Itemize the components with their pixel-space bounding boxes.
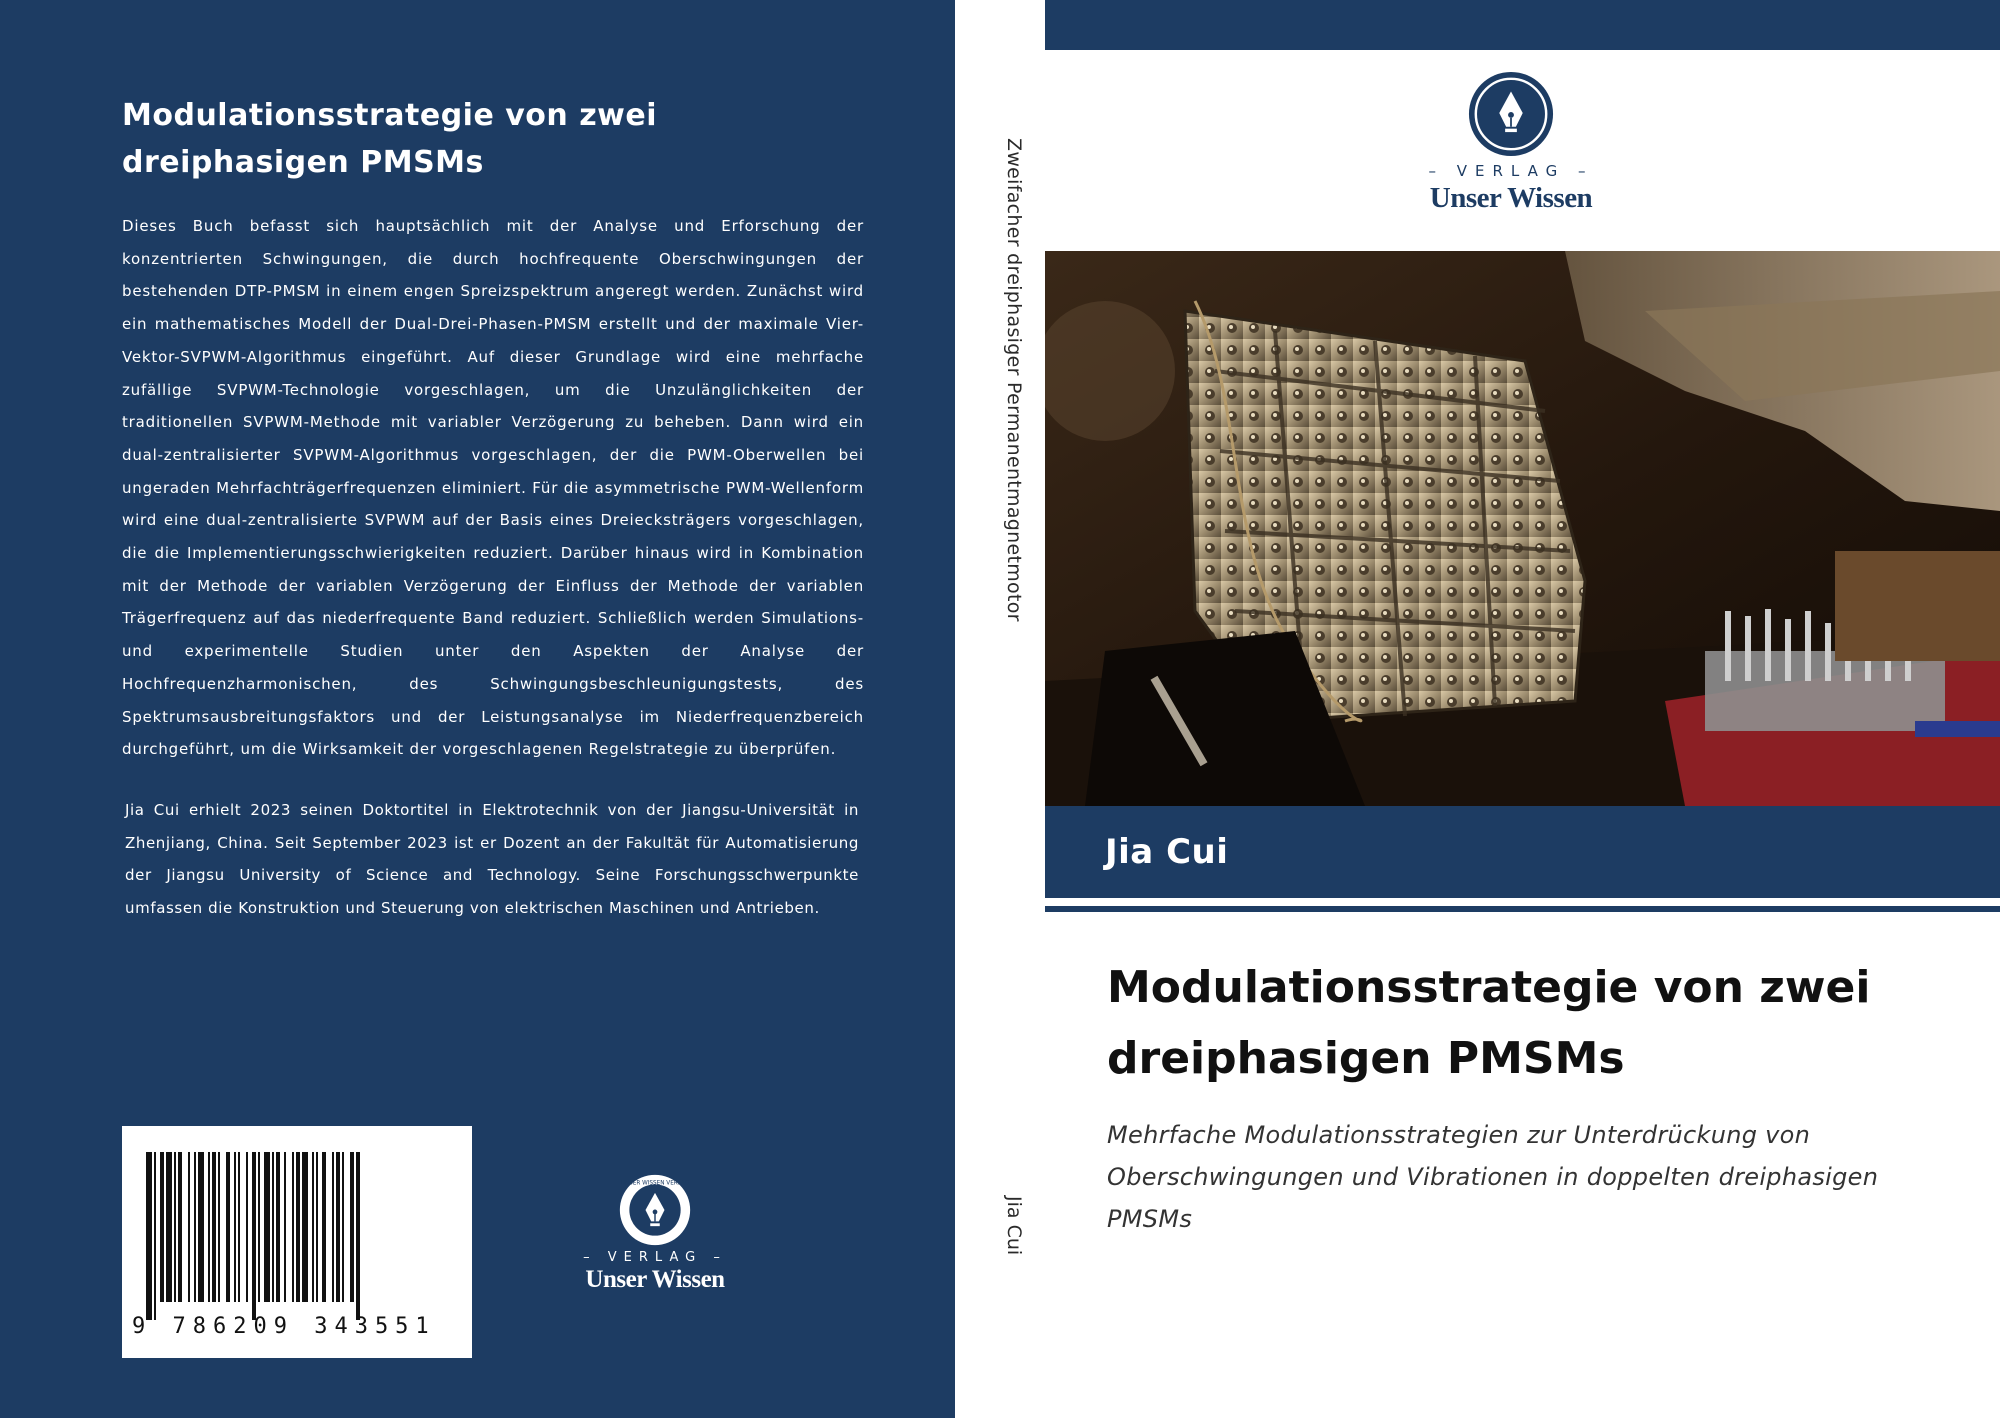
barcode-bar [146, 1152, 152, 1320]
barcode-bar [336, 1152, 340, 1302]
front-cover-subtitle: Mehrfache Modulationsstrategien zur Unterdrückung von Oberschwingungen und Vibrationen in doppelten dreiphasigen PMSMs [1107, 1121, 1879, 1233]
author-bio: Jia Cui erhielt 2023 seinen Doktortitel in Elektrotechnik von der Jiangsu-Universität in Zhenjiang, China. Seit September 2023 ist er Dozent an der Fakultät für Automatisierung der Jiangsu University of Science and Technology. Seine Forschungsschwerpunkte umfassen die Konstruktion und Steuerung von elektrischen Maschinen und Antrieben. [125, 801, 859, 918]
emblem-ring-text: UNSER WISSEN VERLAG [620, 1180, 690, 1187]
fountain-pen-nib-icon [617, 1172, 693, 1248]
author-rule-divider [1045, 906, 2000, 912]
publisher-brand: Unser Wissen [585, 1266, 725, 1293]
author-band [1045, 806, 2000, 898]
barcode-bar [194, 1152, 196, 1302]
barcode-bar [208, 1152, 210, 1302]
barcode-bar [342, 1152, 344, 1302]
barcode-bar [246, 1152, 248, 1302]
barcode-bar [284, 1152, 286, 1302]
spine-author: Jia Cui [1003, 1196, 1025, 1256]
barcode-bar [302, 1152, 308, 1302]
isbn-barcode [122, 1126, 472, 1358]
barcode-bar [160, 1152, 164, 1302]
front-author-name: Jia Cui [1105, 832, 1229, 872]
back-cover-description: Dieses Buch befasst sich hauptsächlich mit der Analyse und Erforschung der konzentrierten Schwingungen, die durch hochfrequente Oberschwingungen der bestehenden DTP-PMSM in einem engen Spreizspektrum angeregt werden. Zunächst wird ein mathematisches Modell der Dual-Drei-Phasen-PMSM erstellt und der maximale Vier-Vektor-SVPWM-Algorithmus eingeführt. Auf dieser Grundlage wird eine mehrfache zufällige SVPWM-Technologie vorgeschlagen, um die Unzulänglichkeiten der traditionellen SVPWM-Methode mit variabler Verzögerung zu beheben. Dann wird ein dual-zentralisierter SVPWM-Algorithmus vorgeschlagen, der die PWM-Oberwellen bei ungeraden Mehrfachträgerfrequenzen eliminiert. Für die asymmetrische PWM-Wellenform wird eine dual-zentralisierte SVPWM auf der Basis eines Dreiecksträgers vorgeschlagen, die die Implementierungsschwierigkeiten reduziert. Darüber hinaus wird in Kombination mit der Methode der variablen Verzögerung der Einfluss der Methode der variablen Trägerfrequenz auf das niederfrequente Band reduziert. Schließlich werden Simulations- und experimentelle Studien unter den Aspekten der Analyse der Hochfrequenzharmonischen, des Schwingungsbeschleunigungstests, des Spektrumsausbreitungsfaktors und der Leistungsanalyse im Niederfrequenzbereich durchgeführt, um die Wirksamkeit der vorgeschlagenen Regelstrategie zu überprüfen. [122, 217, 864, 759]
barcode-bar [322, 1152, 326, 1302]
cover-photo-valve-body [1045, 251, 2000, 806]
barcode-bar [218, 1152, 220, 1302]
isbn-digits: 9 786209 343551 [132, 1314, 436, 1339]
barcode-bar [188, 1152, 190, 1302]
back-cover [0, 0, 955, 1418]
cover-photo-illustration [1045, 251, 2000, 806]
barcode-bar [238, 1152, 240, 1302]
barcode-bar [174, 1152, 176, 1302]
barcode-bar [226, 1152, 230, 1302]
barcode-bar [264, 1152, 270, 1302]
publisher-verlag-label: – VERLAG – [583, 1250, 727, 1265]
barcode-bar [296, 1152, 300, 1302]
barcode-bar [292, 1152, 294, 1302]
barcode-bar [316, 1152, 318, 1302]
barcode-bar [272, 1152, 274, 1302]
barcode-bar [178, 1152, 182, 1302]
barcode-bar [350, 1152, 354, 1302]
barcode-bar [166, 1152, 172, 1302]
barcode-bar [356, 1152, 360, 1320]
barcode-bar [234, 1152, 236, 1302]
publisher-verlag-label: – VERLAG – [1428, 162, 1594, 180]
front-top-band [1045, 0, 2000, 50]
barcode-bar [312, 1152, 314, 1302]
front-cover [1045, 0, 2000, 1418]
barcode-bar [212, 1152, 216, 1302]
spine [955, 0, 1045, 1418]
spine-title: Zweifacher dreiphasiger Permanentmagnetmotor [1003, 138, 1025, 622]
barcode-bar [252, 1152, 256, 1320]
fountain-pen-nib-icon [1467, 70, 1555, 158]
barcode-bars [142, 1152, 454, 1320]
back-cover-title: Modulationsstrategie von zwei dreiphasigen PMSMs [122, 98, 658, 180]
front-cover-title: Modulationsstrategie von zwei dreiphasigen PMSMs [1107, 962, 1871, 1084]
publisher-brand: Unser Wissen [1429, 182, 1593, 214]
barcode-bar [154, 1152, 156, 1320]
barcode-bar [332, 1152, 334, 1302]
barcode-bar [276, 1152, 280, 1302]
front-publisher-logo [1411, 70, 1611, 215]
back-publisher-logo [560, 1172, 750, 1302]
barcode-bar [198, 1152, 204, 1302]
barcode-bar [258, 1152, 260, 1302]
